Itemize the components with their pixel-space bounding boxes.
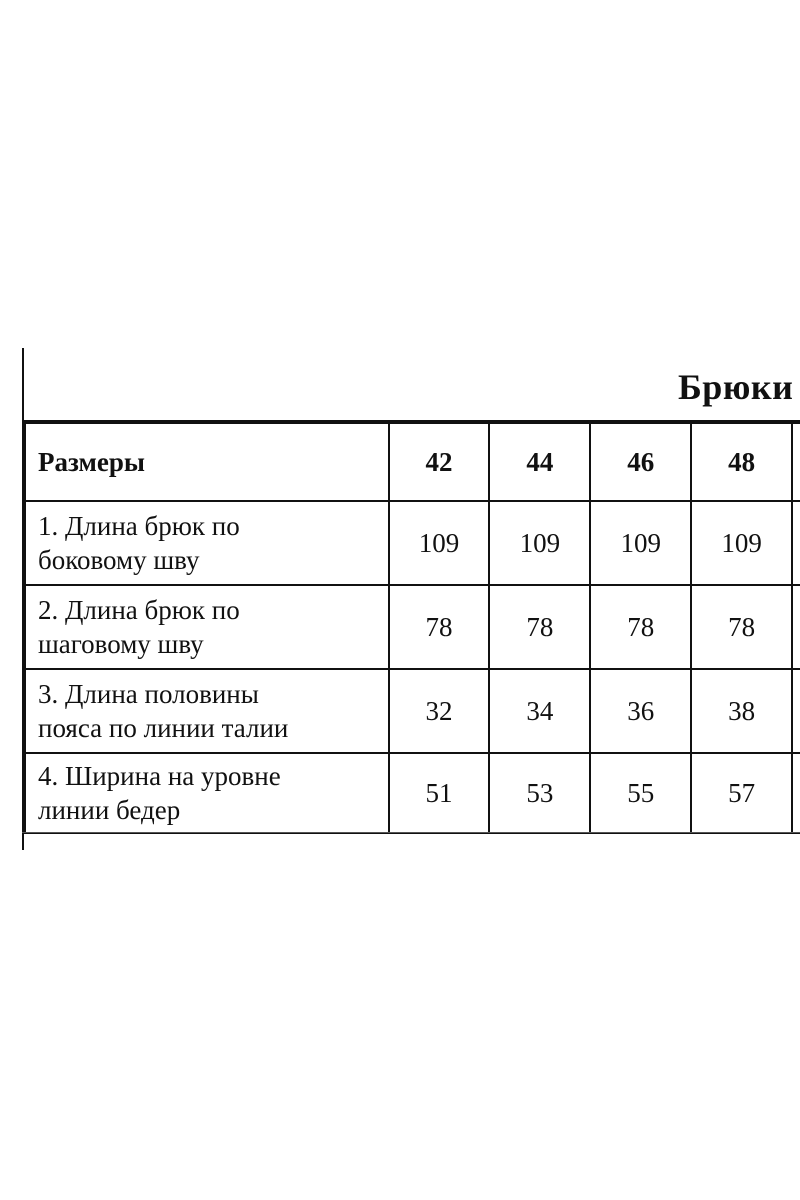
row-label-line: 3. Длина половины	[38, 679, 259, 709]
row-cut-cell	[792, 585, 800, 669]
row-label-cell	[25, 669, 389, 753]
row-label-line: линии бедер	[38, 795, 181, 825]
row-value-cell: 109	[489, 501, 590, 585]
row-label-line: 4. Ширина на уровне	[38, 761, 281, 791]
row-cut-cell	[792, 669, 800, 753]
table-header-row	[25, 423, 800, 501]
table-title-row	[24, 348, 800, 422]
row-value-cell: 78	[590, 585, 691, 669]
header-size-46: 46	[590, 423, 691, 501]
header-size-42: 42	[389, 423, 490, 501]
header-label-cell: Размеры	[25, 423, 389, 501]
row-label-cell	[25, 753, 389, 833]
table-title: Брюки	[678, 367, 794, 407]
row-value-cell: 109	[590, 501, 691, 585]
row-value-cell: 55	[590, 753, 691, 833]
row-label-line: пояса по линии талии	[38, 713, 289, 743]
row-value-cell: 38	[691, 669, 792, 753]
row-value-cell: 78	[389, 585, 490, 669]
row-label-line: 2. Длина брюк по	[38, 595, 240, 625]
row-value-cell: 34	[489, 669, 590, 753]
table-frame-bottom	[22, 832, 800, 833]
row-value-cell: 78	[489, 585, 590, 669]
row-label-cell	[25, 585, 389, 669]
row-value-cell: 32	[389, 669, 490, 753]
row-value-cell: 36	[590, 669, 691, 753]
size-chart-table	[24, 422, 800, 834]
row-value-cell: 51	[389, 753, 490, 833]
header-cut-cell	[792, 423, 800, 501]
header-size-48: 48	[691, 423, 792, 501]
row-label-cell	[25, 501, 389, 585]
table-row	[25, 753, 800, 833]
row-value-cell: 109	[389, 501, 490, 585]
row-cut-cell	[792, 753, 800, 833]
header-size-44: 44	[489, 423, 590, 501]
row-label-line: шаговому шву	[38, 629, 204, 659]
row-label-line: боковому шву	[38, 545, 200, 575]
row-label-line: 1. Длина брюк по	[38, 511, 240, 541]
table-row	[25, 585, 800, 669]
row-value-cell: 57	[691, 753, 792, 833]
table-row	[25, 669, 800, 753]
row-value-cell: 53	[489, 753, 590, 833]
row-value-cell: 109	[691, 501, 792, 585]
table-row	[25, 501, 800, 585]
row-cut-cell	[792, 501, 800, 585]
row-value-cell: 78	[691, 585, 792, 669]
